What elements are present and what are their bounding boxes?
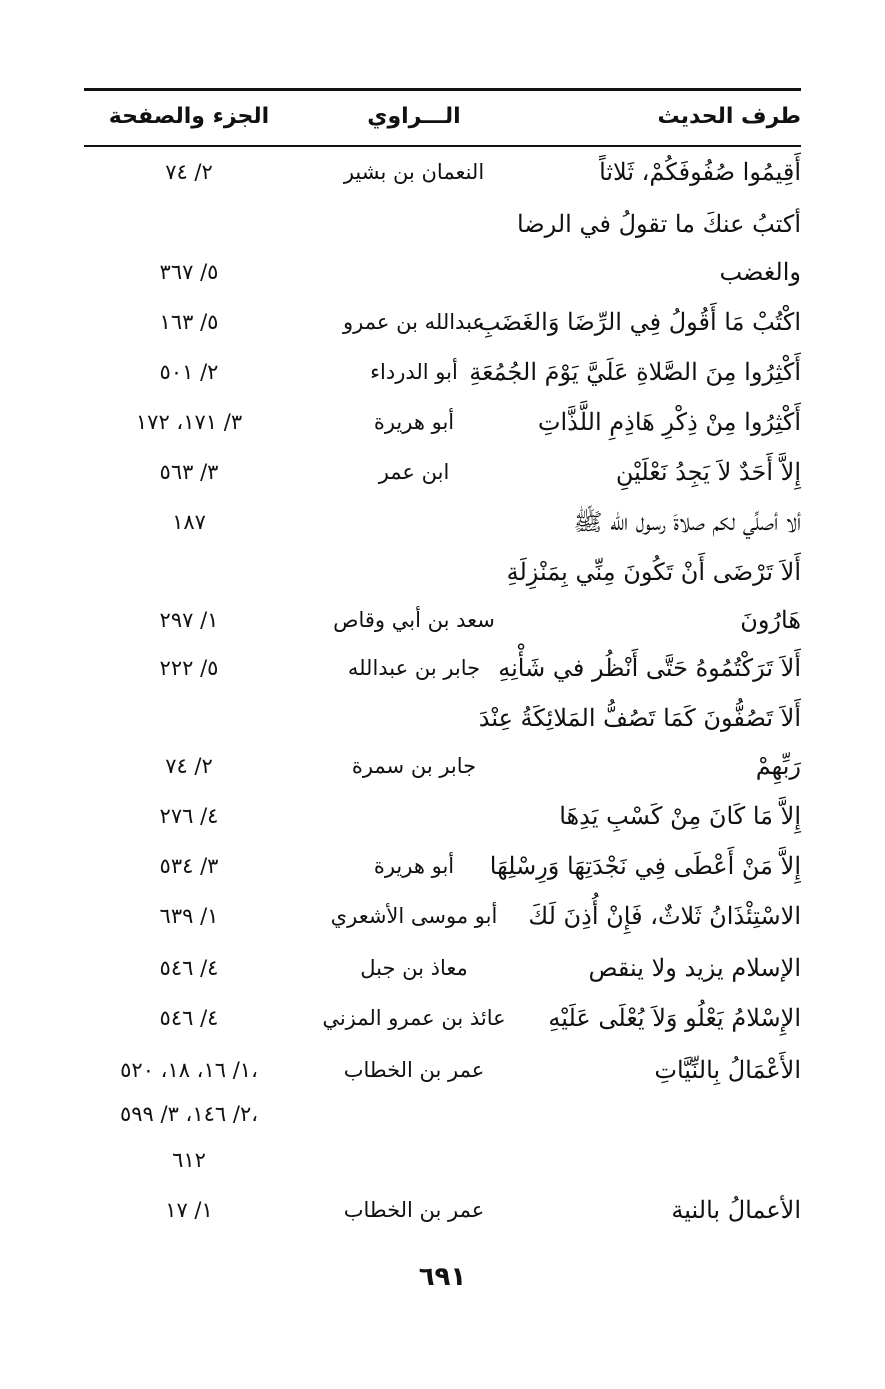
volume-page: ٥/ ١٦٣: [159, 310, 219, 334]
volume-page: ٥/ ٣٦٧: [159, 260, 219, 284]
volume-page: ٣/ ٥٦٣: [159, 460, 219, 484]
narrator: أبو الدرداء: [370, 360, 458, 384]
hadith-text: أَكْثِرُوا مِنْ ذِكْرِ هَاذِمِ اللَّذَّاتِ: [537, 408, 801, 436]
table-row: [84, 450, 801, 494]
narrator: النعمان بن بشير: [343, 160, 485, 184]
hadith-text: هَارُونَ: [740, 606, 801, 634]
table-row: [84, 400, 801, 444]
table-row: [84, 202, 801, 246]
volume-page: ١/ ١٧: [165, 1198, 213, 1222]
hadith-text: الإِسْلامُ يَعْلُو وَلاَ يُعْلَى عَلَيْهِ: [548, 1004, 801, 1032]
narrator: سعد بن أبي وقاص: [333, 608, 495, 632]
volume-page: ٣/ ١٧١، ١٧٢: [135, 410, 243, 434]
volume-page: ٤/ ٥٤٦: [159, 1006, 219, 1030]
header-volume-page: الجزء والصفحة: [108, 104, 270, 129]
hadith-text: والغضب: [719, 258, 801, 286]
table-row: [84, 1138, 801, 1182]
volume-page: ٥/ ٢٢٢: [159, 656, 219, 680]
volume-page: ٤/ ٥٤٦: [159, 956, 219, 980]
top-rule: [84, 88, 801, 91]
table-row: [84, 150, 801, 194]
hadith-text: رَبِّهِمْ: [755, 752, 801, 780]
table-row: [84, 300, 801, 344]
volume-page: ٣/ ٥٣٤: [159, 854, 219, 878]
volume-page: ١٨٧: [172, 510, 206, 534]
narrator: أبو هريرة: [373, 854, 455, 878]
table-row: [84, 946, 801, 990]
hadith-text: الأَعْمَالُ بِالنِّيَّاتِ: [654, 1056, 801, 1084]
hadith-text: إِلاَّ مَا كَانَ مِنْ كَسْبِ يَدِهَا: [559, 802, 801, 830]
table-row: [84, 1048, 801, 1092]
narrator: جابر بن سمرة: [351, 754, 477, 778]
narrator: معاذ بن جبل: [360, 956, 468, 980]
hadith-text: أَقِيمُوا صُفُوفَكُمْ، ثَلاثاً: [599, 158, 801, 186]
table-row: [84, 598, 801, 642]
narrator: عمر بن الخطاب: [343, 1198, 485, 1222]
header-rule: [84, 145, 801, 147]
volume-page: ١/ ١٦، ١٨، ٥٢٠،: [120, 1058, 258, 1082]
table-row: [84, 250, 801, 294]
hadith-text: الإسلام يزيد ولا ينقص: [588, 954, 801, 982]
table-row: [84, 550, 801, 594]
hadith-text: أَلاَ تَرَكْتُمُوهُ حَتَّى أَنْظُر في شَأْنِهِ: [498, 654, 801, 682]
table-row: [84, 744, 801, 788]
narrator: ابن عمر: [378, 460, 450, 484]
volume-page: ٦١٢: [172, 1148, 206, 1172]
table-row: [84, 646, 801, 690]
hadith-text: أَلاَ تَرْضَى أَنْ تَكُونَ مِنِّي بِمَنْزِلَةِ: [506, 558, 801, 586]
table-row: [84, 794, 801, 838]
hadith-text: إِلاَّ أَحَدٌ لاَ يَجِدُ نَعْلَيْنِ: [615, 458, 801, 486]
table-row: [84, 996, 801, 1040]
header-narrator: الـــراوي: [367, 104, 461, 129]
table-row: [84, 1188, 801, 1232]
hadith-text: أكتبُ عنكَ ما تقولُ في الرضا: [516, 210, 801, 238]
hadith-text: أَلاَ تَصُفُّونَ كَمَا تَصُفُّ المَلائِكَةُ عِنْدَ: [478, 704, 801, 732]
table-body: [84, 150, 801, 1240]
table-row: [84, 894, 801, 938]
table-row: [84, 350, 801, 394]
table-row: [84, 844, 801, 888]
hadith-text: الأعمالُ بالنية: [671, 1196, 801, 1224]
narrator: عمر بن الخطاب: [343, 1058, 485, 1082]
volume-page: ٢/ ٧٤: [165, 754, 213, 778]
hadith-text: ألا أصلِّي لكم صلاةَ رسول الله ﷺ: [573, 508, 801, 536]
hadith-text: إِلاَّ مَنْ أَعْطَى فِي نَجْدَتِهَا وَرِسْلِهَا: [489, 852, 801, 880]
table-row: [84, 696, 801, 740]
table-header: [84, 100, 801, 140]
narrator: عائذ بن عمرو المزني: [322, 1006, 506, 1030]
volume-page: ٢/ ٧٤: [165, 160, 213, 184]
narrator: جابر بن عبدالله: [347, 656, 481, 680]
hadith-text: أَكْثِرُوا مِنَ الصَّلاةِ عَلَيَّ يَوْمَ الجُمُعَةِ: [469, 358, 801, 386]
volume-page: ٢/ ٥٠١: [159, 360, 219, 384]
volume-page: ١/ ٢٩٧: [159, 608, 219, 632]
hadith-text: اكْتُبْ مَا أَقُولُ فِي الرِّضَا وَالغَضَبِ: [477, 308, 801, 336]
volume-page: ١/ ٦٣٩: [159, 904, 219, 928]
volume-page: ٢/ ١٤٦، ٣/ ٥٩٩،: [119, 1102, 258, 1126]
volume-page: ٤/ ٢٧٦: [159, 804, 219, 828]
hadith-text: الاسْتِئْذَانُ ثَلاثٌ، فَإِنْ أُذِنَ لَكَ: [528, 902, 801, 930]
narrator: عبدالله بن عمرو: [343, 310, 485, 334]
narrator: أبو هريرة: [373, 410, 455, 434]
table-row: [84, 500, 801, 544]
page-number: ٦٩١: [418, 1262, 467, 1292]
header-hadith: طرف الحديث: [657, 104, 801, 129]
narrator: أبو موسى الأشعري: [330, 904, 498, 928]
table-row: [84, 1092, 801, 1136]
